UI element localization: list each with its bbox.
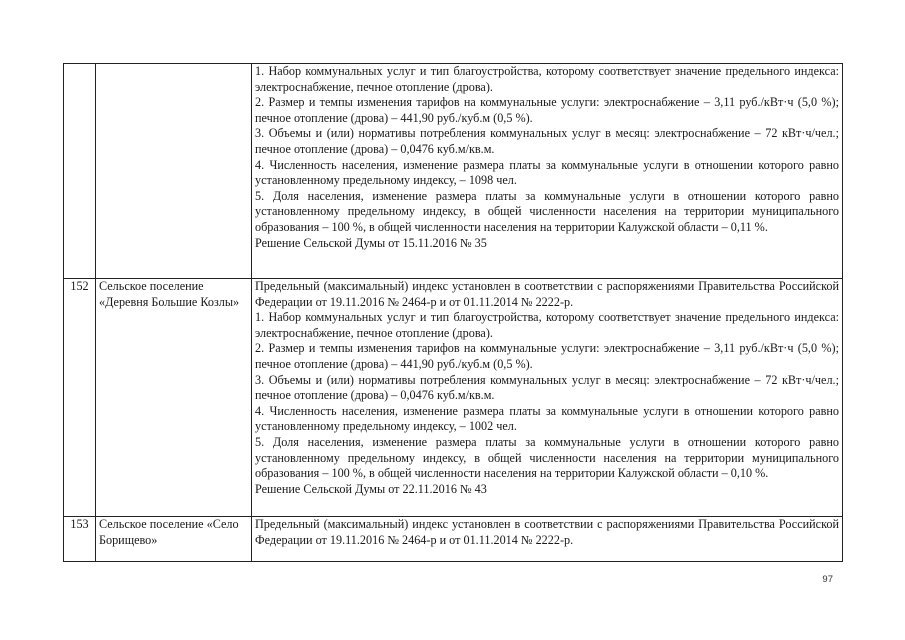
paragraph: Предельный (максимальный) индекс установлен в соответствии с распоряжениями Правительства Российской Федерации от 19.11.2016 № 2464-р и от 01.11.2014 № 2222-р. [255, 517, 839, 547]
table-row [64, 279, 843, 517]
decision-reference: Решение Сельской Думы от 15.11.2016 № 35 [255, 235, 487, 250]
settlement-name [96, 64, 252, 279]
row-number: 153 [64, 517, 96, 562]
paragraph: 1. Набор коммунальных услуг и тип благоустройства, которому соответствует значение предельного индекса: электроснабжение, печное отопление (дрова). [255, 310, 839, 340]
paragraph: 2. Размер и темпы изменения тарифов на коммунальные услуги: электроснабжение – 3,11 руб./кВт·ч (5,0 %); печное отопление (дрова) – 441,90 руб./куб.м (0,5 %). [255, 95, 839, 125]
index-description [252, 517, 843, 562]
index-description [252, 279, 843, 517]
table-row [64, 517, 843, 562]
row-number [64, 64, 96, 279]
settlement-name: Сельское поселение «Село Борищево» [96, 517, 252, 562]
index-table [63, 63, 843, 562]
row-number: 152 [64, 279, 96, 517]
index-description [252, 64, 843, 279]
paragraph: 5. Доля населения, изменение размера платы за коммунальные услуги в отношении которого равно установленному предельному индексу, в общей численности населения на территории муниципального образования – 100 %, в общей численности населения на территории Калужской области – 0,11 %. [255, 188, 839, 234]
paragraph: 1. Набор коммунальных услуг и тип благоустройства, которому соответствует значение предельного индекса: электроснабжение, печное отопление (дрова). [255, 64, 839, 94]
settlement-name: Сельское поселение «Деревня Большие Козлы» [96, 279, 252, 517]
paragraph: 5. Доля населения, изменение размера платы за коммунальные услуги в отношении которого равно установленному предельному индексу, в общей численности населения на территории муниципального образования – 100 %, в общей численности населения на территории Калужской области – 0,10 %. [255, 434, 839, 481]
decision-reference: Решение Сельской Думы от 22.11.2016 № 43 [255, 481, 487, 496]
paragraph: 4. Численность населения, изменение размера платы за коммунальные услуги в отношении которого равно установленному предельному индексу, – 1002 чел. [255, 403, 839, 434]
paragraph: 3. Объемы и (или) нормативы потребления коммунальных услуг в месяц: электроснабжение – 72 кВт·ч/чел.; печное отопление (дрова) – 0,0476 куб.м/кв.м. [255, 372, 839, 403]
paragraph: Предельный (максимальный) индекс установлен в соответствии с распоряжениями Правительства Российской Федерации от 19.11.2016 № 2464-р и от 01.11.2014 № 2222-р. [255, 279, 839, 309]
table-row [64, 64, 843, 279]
paragraph: 3. Объемы и (или) нормативы потребления коммунальных услуг в месяц: электроснабжение – 72 кВт·ч/чел.; печное отопление (дрова) – 0,0476 куб.м/кв.м. [255, 126, 839, 156]
paragraph: 4. Численность населения, изменение размера платы за коммунальные услуги в отношении которого равно установленному предельному индексу, – 1098 чел. [255, 157, 839, 188]
page-number: 97 [822, 574, 833, 585]
paragraph: 2. Размер и темпы изменения тарифов на коммунальные услуги: электроснабжение – 3,11 руб./кВт·ч (5,0 %); печное отопление (дрова) – 441,90 руб./куб.м (0,5 %). [255, 341, 839, 371]
